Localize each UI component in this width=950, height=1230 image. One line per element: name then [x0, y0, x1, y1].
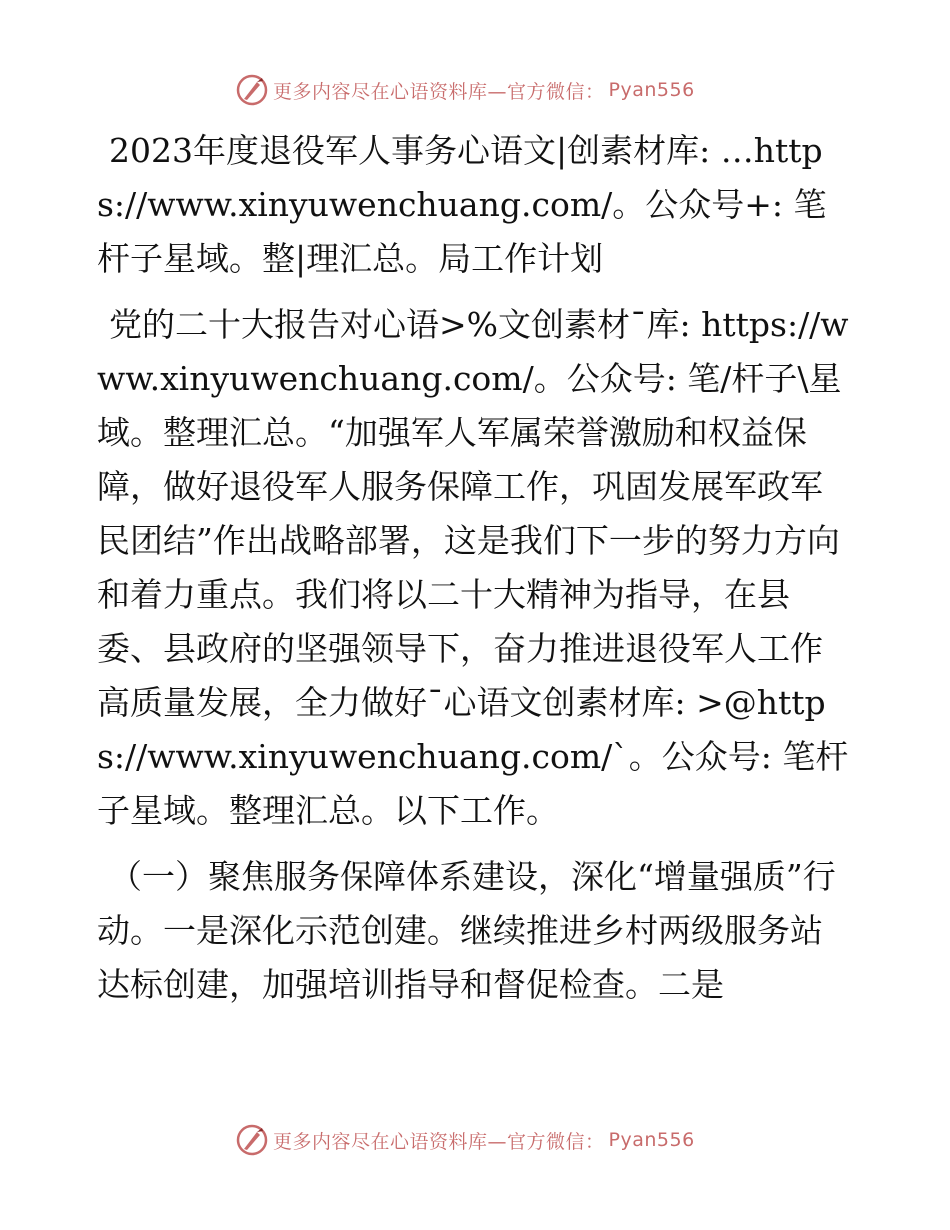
watermark-wechat-id: Pyan556 [608, 1129, 695, 1151]
paragraph-section-one: （一）聚焦服务保障体系建设，深化“增量强质”行动。一是深化示范创建。继续推进乡村两级服务站达标创建，加强培训指导和督促检查。二是 [97, 857, 836, 1004]
watermark-wechat-id: Pyan556 [608, 79, 695, 101]
paragraph-title: 2023年度退役军人事务心语文|创素材库: …https://www.xinyuwenchuang.com/。公众号+: 笔杆子星域。整|理汇总。局工作计划 [97, 131, 827, 278]
quill-logo-icon [235, 1123, 269, 1157]
watermark-banner-top [235, 72, 715, 108]
document-body [97, 124, 852, 1024]
watermark-text: 更多内容尽在心语资料库—官方微信： [273, 80, 605, 103]
watermark-text: 更多内容尽在心语资料库—官方微信： [273, 1130, 605, 1153]
paragraph-intro: 党的二十大报告对心语>%文创素材¯库: https://www.xinyuwenchuang.com/。公众号: 笔/杆子\星域。整理汇总。“加强军人军属荣誉激励和权益保障，做好退役军人服务保障工作，巩固发展军政军民团结”作出战略部署，这是我们下一步的努力方向和着力重点。我们将以二十大精神为指导，在县委、县政府的坚强领导下，奋力推进退役军人工作高质量发展，全力做好¯心语文创素材库: >@https://www.xinyuwenchuang.com/`。公众号: 笔杆子星域。整理汇总。以下工作。 [97, 305, 849, 830]
watermark-banner-bottom [235, 1122, 715, 1158]
quill-logo-icon [235, 73, 269, 107]
